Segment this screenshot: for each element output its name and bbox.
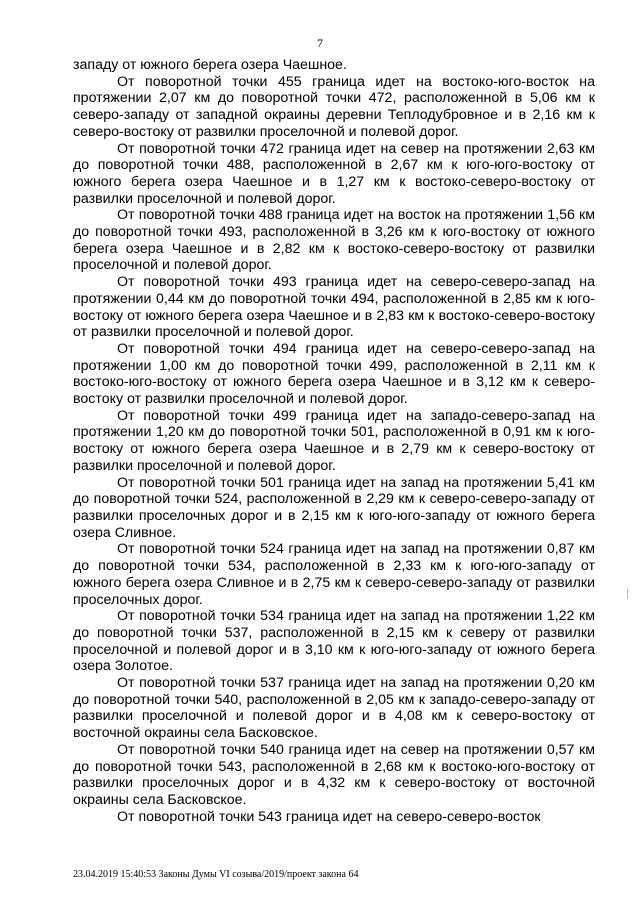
paragraph-point-493: От поворотной точки 493 граница идет на северо-северо-запад на протяжении 0,44 км до поворотной точки 494, расположенной в 2,85 км к юго-востоку от южного берега озера Чаешное и в 2,83 км к востоко-северо-востоку от развилки проселочной и полевой дорог. <box>73 274 595 341</box>
paragraph-point-499: От поворотной точки 499 граница идет на западо-северо-запад на протяжении 1,20 км до поворотной точки 501, расположенной в 0,91 км к юго-востоку от южного берега озера Чаешное и в 2,79 км к северо-востоку от развилки проселочной и полевой дорог. <box>73 407 595 474</box>
paragraph-continuation: западу от южного берега озера Чаешное. <box>73 57 347 73</box>
paragraph-point-455: От поворотной точки 455 граница идет на востоко-юго-восток на протяжении 2,07 км до поворотной точки 472, расположенной в 5,06 км к северо-западу от западной окраины деревни Теплодубровное и в 2,16 км к северо-востоку от развилки проселочной и полевой дорог. <box>73 73 595 140</box>
paragraph-point-494: От поворотной точки 494 граница идет на северо-северо-запад на протяжении 1,00 км до поворотной точки 499, расположенной в 2,11 км к востоко-юго-востоку от южного берега озера Чаешное и в 3,12 км к северо-востоку от развилки проселочной и полевой дорог. <box>73 340 595 408</box>
paragraph-point-488: От поворотной точки 488 граница идет на восток на протяжении 1,56 км до поворотной точки 493, расположенной в 3,26 км к юго-востоку от южного берега озера Чаешное и в 2,82 км к востоко-северо-востоку от развилки проселочной и полевой дорог. <box>73 207 595 274</box>
paragraph-point-543: От поворотной точки 543 граница идет на северо-северо-восток <box>117 808 541 825</box>
paragraph-point-537: От поворотной точки 537 граница идет на запад на протяжении 0,20 км до поворотной точки 540, расположенной в 2,05 км к западо-северо-западу от развилки проселочной и полевой дорог и в 4,08 км к северо-востоку от восточной окраины села Басковское. <box>73 675 595 742</box>
scan-edge-mark <box>627 589 628 599</box>
paragraph-point-472: От поворотной точки 472 граница идет на север на протяжении 2,63 км до поворотной точки 488, расположенной в 2,67 км к юго-юго-востоку от южного берега озера Чаешное и в 1,27 км к востоко-северо-востоку от развилки проселочной и полевой дорог. <box>73 140 595 207</box>
page-footer: 23.04.2019 15:40:53 Законы Думы VI созыва/2019/проект закона 64 <box>73 869 359 880</box>
paragraph-point-501: От поворотной точки 501 граница идет на запад на протяжении 5,41 км до поворотной точки 524, расположенной в 2,29 км к северо-северо-западу от развилки проселочных дорог и в 2,15 км к юго-юго-западу от южного берега озера Сливное. <box>73 474 595 541</box>
paragraph-point-534: От поворотной точки 534 граница идет на запад на протяжении 1,22 км до поворотной точки 537, расположенной в 2,15 км к северу от развилки проселочной и полевой дорог и в 3,10 км к юго-юго-западу от южного берега озера Золотое. <box>73 608 595 675</box>
paragraph-point-524: От поворотной точки 524 граница идет на запад на протяжении 0,87 км до поворотной точки 534, расположенной в 2,33 км к юго-юго-западу от южного берега озера Сливное и в 2,75 км к северо-северо-западу от развилки проселочных дорог. <box>73 541 595 608</box>
page-number: 7 <box>317 36 323 50</box>
paragraph-point-540: От поворотной точки 540 граница идет на север на протяжении 0,57 км до поворотной точки 543, расположенной в 2,68 км к востоко-юго-востоку от развилки проселочных дорог и в 4,32 км к северо-востоку от восточной окраины села Басковское. <box>73 741 595 808</box>
document-body <box>73 57 595 825</box>
